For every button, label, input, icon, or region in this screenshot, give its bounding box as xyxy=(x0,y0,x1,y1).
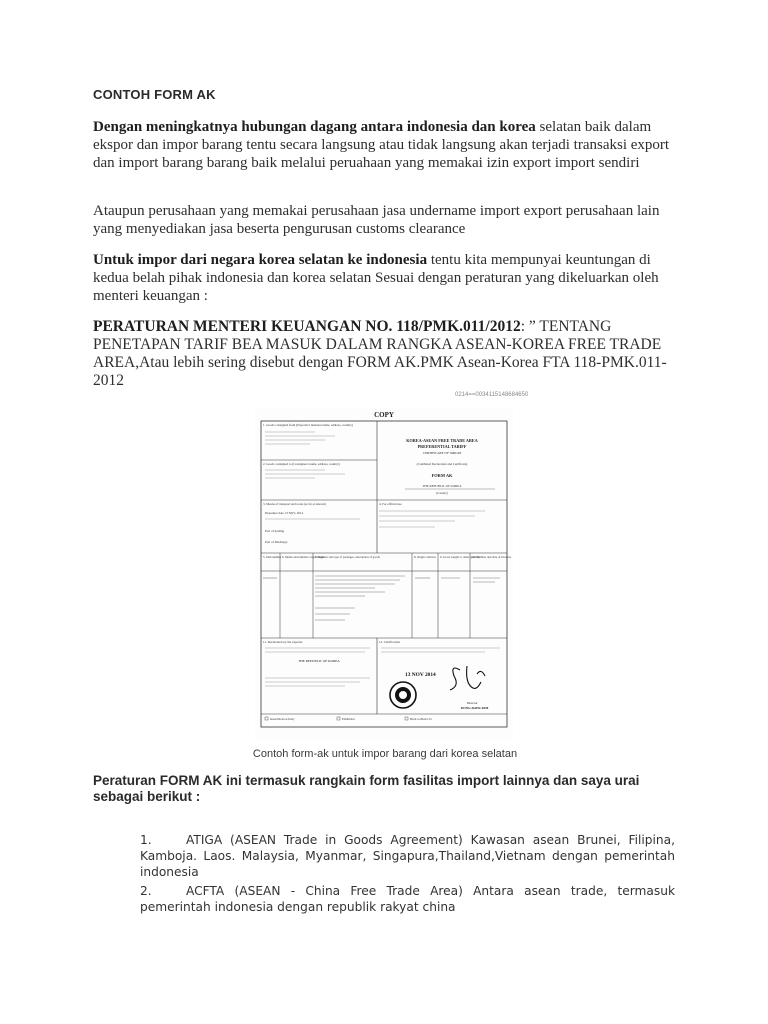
form-subtitle: (Combined Declaration and Certificate) xyxy=(416,462,468,466)
korea-import-paragraph xyxy=(93,251,683,305)
form-date-stamp: 13 NOV 2014 xyxy=(405,672,436,678)
list-item xyxy=(140,883,675,915)
form-country-caption: (Country) xyxy=(436,491,448,495)
form-box6-label: 6. Marks and numbers on packages xyxy=(282,555,325,559)
form-exhibition: Exhibition xyxy=(342,717,355,721)
list-item xyxy=(140,832,675,880)
intro-text: selatan baik dalam ekspor dan impor barang tentu secara langsung atau tidak langsung akan terjadi transaksi export dan import barang barang baik melalui peruahaan yang memakai izin export import sendiri xyxy=(93,119,670,171)
list-item-number: 2. xyxy=(140,884,152,898)
page-title: CONTOH FORM AK xyxy=(93,87,216,102)
form-ak-certificate-image xyxy=(255,408,513,741)
intro-paragraph xyxy=(93,118,683,172)
regulation-text: : ” TENTANG PENETAPAN TARIF BEA MASUK DALAM RANGKA ASEAN-KOREA FREE TRADE AREA,Atau lebih sering disebut dengan FORM AK.PMK Asean-Korea FTA 118-PMK.011-2012 xyxy=(93,318,667,389)
form-box7-label: 7. Number and type of packages, description of goods xyxy=(315,555,380,559)
form-departure: Departure date 13 NOV, 2014 xyxy=(265,511,304,515)
form-copy-label: COPY xyxy=(374,411,394,419)
form-box9-label: 9. Gross weight or other quantity xyxy=(440,555,480,559)
form-title-line3: CERTIFICATE OF ORIGIN xyxy=(422,451,462,455)
form-issued-in: THE REPUBLIC OF KOREA xyxy=(422,484,462,488)
regulation-bold-text: PERATURAN MENTERI KEUANGAN NO. 118/PMK.011/2012 xyxy=(93,318,521,335)
form-box12-label: 12. Certification xyxy=(379,640,400,644)
form-title-line1: KOREA-ASEAN FREE TRADE AREA xyxy=(406,438,478,443)
form-box5-label: 5. Item number xyxy=(263,555,282,559)
form-box2-label: 2. Goods consigned to (Consignee's name, address, country) xyxy=(263,462,340,466)
form-box1-label: 1. Goods consigned from (Exporter's business name, address, country) xyxy=(263,423,353,427)
form-issued-retro: Issued Retroactively xyxy=(270,717,295,721)
intro-bold-text: Dengan meningkatnya hubungan dagang antara indonesia dan korea xyxy=(93,119,536,135)
undername-paragraph: Ataupun perusahaan yang memakai perusahaan jasa undername import export perusahaan lain yang menyediakan jasa beserta pengurusan customs clearance xyxy=(93,203,660,237)
form-port-discharge: Port of Discharge xyxy=(265,540,288,544)
form-port-loading: Port of loading xyxy=(265,529,285,533)
list-item-number: 1. xyxy=(140,833,152,847)
form-box10-label: 10. Number and date of invoices xyxy=(472,555,512,559)
form-box8-label: 8. Origin criterion xyxy=(414,555,436,559)
image-caption: Contoh form-ak untuk impor barang dari korea selatan xyxy=(252,748,518,760)
form-ak-intro: Peraturan FORM AK ini termasuk rangkain form fasilitas import lainnya dan saya urai sebagai berikut : xyxy=(93,773,640,804)
korea-import-text: tentu kita mempunyai keuntungan di kedua belah pihak indonesia dan korea selatan Sesuai dengan peraturan yang dikeluarkan oleh menteri keuangan : xyxy=(93,252,659,304)
form-ak-label: FORM AK xyxy=(431,473,453,478)
korea-import-bold-text: Untuk impor dari negara korea selatan ke indonesia xyxy=(93,252,428,268)
form-signer-name: DONG-DAEK KIM xyxy=(461,706,489,710)
list-item-text: ATIGA (ASEAN Trade in Goods Agreement) Kawasan asean Brunei, Filipina, Kamboja. Laos. Malaysia, Myanmar, Singapura,Thailand,Vietnam dengan pemerintah indonesia xyxy=(140,833,675,879)
form-signer-title: Director xyxy=(467,701,478,705)
form-title-line2: PREFERENTIAL TARIFF xyxy=(417,444,467,449)
form-box3-label: 3. Means of transport and route (as far as known) xyxy=(263,502,326,506)
form-declaration-country: THE REPUBLIC OF KOREA xyxy=(298,659,340,663)
form-back-to-back: Back-to-Back CO xyxy=(410,717,432,721)
regulation-paragraph xyxy=(93,318,683,390)
form-box11-label: 11. Declaration by the exporter xyxy=(263,640,303,644)
form-box4-label: 4. For official use xyxy=(379,502,402,506)
document-number: 0214==0034115148684650 xyxy=(455,392,529,398)
list-item-text: ACFTA (ASEAN - China Free Trade Area) Antara asean trade, termasuk pemerintah indonesia dengan republik rakyat china xyxy=(140,884,675,914)
